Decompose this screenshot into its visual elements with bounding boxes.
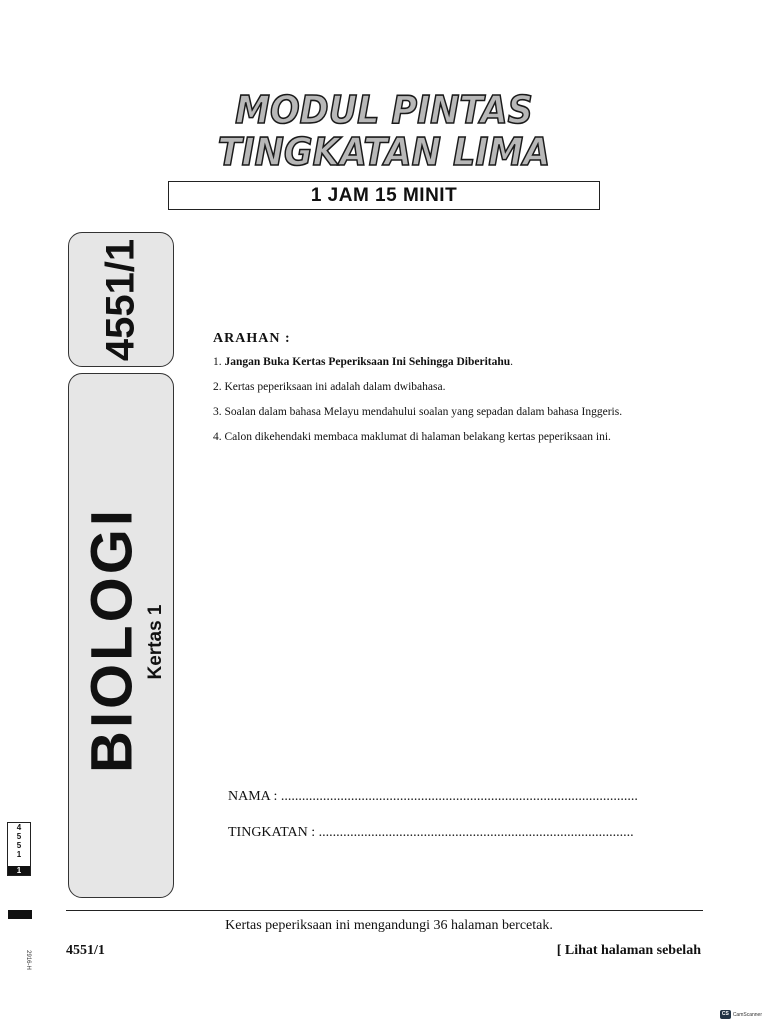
instruction-item [213, 431, 622, 456]
scanner-watermark [720, 1010, 762, 1019]
title-line-1: MODUL PINTAS [235, 88, 533, 132]
scanner-logo-icon: CS [720, 1010, 731, 1019]
instruction-text: Soalan dalam bahasa Melayu mendahului soalan yang sepadan dalam bahasa Inggeris. [224, 406, 623, 418]
instruction-number: 2. [213, 381, 222, 393]
edge-code-tab [7, 822, 31, 876]
instructions-list [213, 356, 622, 456]
form-level-field[interactable]: TINGKATAN : .......................................................................................... [228, 825, 634, 840]
subject-code: 4551/1 [98, 238, 143, 361]
duration-text: 1 JAM 15 MINIT [310, 184, 458, 206]
page-count-note: Kertas peperiksaan ini mengandungi 36 halaman bercetak. [225, 918, 553, 933]
instruction-item [213, 381, 622, 406]
instruction-text: Jangan Buka Kertas Peperiksaan Ini Sehingga Diberitahu [224, 356, 511, 368]
instruction-item [213, 406, 622, 431]
edge-bar [8, 910, 32, 919]
edge-digit: 1 [16, 850, 22, 859]
name-field[interactable]: NAMA : ...................................................................................................... [228, 789, 638, 804]
scanner-label: CamScanner [732, 1011, 762, 1018]
instruction-number: 3. [213, 406, 222, 418]
instruction-text: Calon dikehendaki membaca maklumat di halaman belakang kertas peperiksaan ini. [224, 431, 611, 443]
duration-box [168, 181, 600, 210]
edge-paper: 1 [8, 866, 30, 875]
paper-number: Kertas 1 [145, 604, 166, 680]
instruction-suffix: . [510, 356, 514, 368]
instruction-text: Kertas peperiksaan ini adalah dalam dwibahasa. [224, 381, 446, 393]
edge-digit: 5 [16, 832, 22, 841]
next-page-note: [ Lihat halaman sebelah [556, 943, 701, 958]
title-line-2: TINGKATAN LIMA [217, 130, 551, 174]
instruction-number: 1. [213, 356, 222, 368]
instruction-number: 4. [213, 431, 222, 443]
edge-digit: 4 [16, 823, 22, 832]
instructions-heading: ARAHAN : [213, 331, 291, 346]
edge-digit: 5 [16, 841, 22, 850]
footer-code: 4551/1 [66, 943, 105, 958]
subject-name: BIOLOGI [79, 507, 145, 773]
edge-reference: 2916-H [25, 950, 31, 970]
footer-divider [66, 910, 703, 911]
subject-code-tab [68, 232, 174, 367]
instruction-item [213, 356, 622, 381]
